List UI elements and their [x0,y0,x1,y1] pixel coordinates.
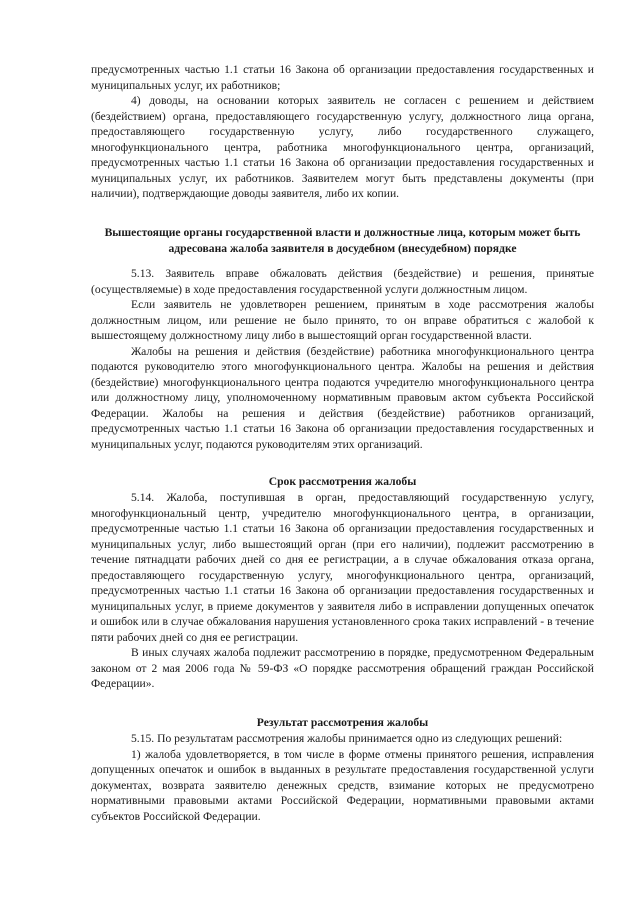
higher-bodies-paragraph-2: Если заявитель не удовлетворен решением, принятым в ходе рассмотрения жалобы должностным лицом, или решение не было принято, то он вправе обратиться с жалобой к вышестоящему должностному лицу либо в вышестоящий орган государственной власти. [91,298,594,342]
heading-higher-bodies: Вышестоящие органы государственной власти и должностные лица, которым может быть адресована жалоба заявителя в досудебном (внесудебном) порядке [104,226,581,255]
higher-bodies-paragraph-1: 5.13. Заявитель вправе обжаловать действия (бездействие) и решения, принятые (осуществляемые) в ходе предоставления государственной услуги должностным лицом. [91,267,594,296]
higher-bodies-block [91,266,594,452]
intro-block [91,62,594,202]
heading-review-result: Результат рассмотрения жалобы [256,716,429,729]
review-result-paragraph-1: 5.15. По результатам рассмотрения жалобы принимается одно из следующих решений: [131,732,563,745]
higher-bodies-paragraph-3: Жалобы на решения и действия (бездействие) работника многофункционального центра подаются руководителю этого многофункционального центра. Жалобы на решения и действия (бездействие) многофункционального центра подаются учредителю многофункционального центра или должностному лицу, уполномоченному нормативным правовым актом субъекта Российской Федерации. Жалобы на решения и действия (бездействие) работников организаций, предусмотренных частью 1.1 статьи 16 Закона об организации предоставления государственных и муниципальных услуг, подаются руководителям этих организаций. [91,344,594,451]
heading-review-term: Срок рассмотрения жалобы [268,475,417,488]
review-term-paragraph-1: 5.14. Жалоба, поступившая в орган, предоставляющий государственную услугу, многофункциональный центр, учредителю многофункционального центра, в организации, предусмотренные частью 1.1 статьи 16 Закона об организации предоставления государственных и муниципальных услуг, либо вышестоящий орган (при его наличии), подлежит рассмотрению в течение пятнадцати рабочих дней со дня ее регистрации, а в случае обжалования отказа органа, предоставляющего государственную услугу, многофункционального центра, организаций, предусмотренных частью 1.1 статьи 16 Закона об организации предоставления государственных и муниципальных услуг, в приеме документов у заявителя либо в исправлении допущенных опечаток и ошибок или в случае обжалования нарушения установленного срока таких исправлений - в течение пяти рабочих дней со дня ее регистрации. [91,491,594,644]
review-result-paragraph-2: 1) жалоба удовлетворяется, в том числе в форме отмены принятого решения, исправления допущенных опечаток и ошибок в выданных в результате предоставления государственной услуги документах, возврата заявителю денежных средств, взимание которых не предусмотрено нормативными правовыми актами Российской Федерации, нормативными правовыми актами субъектов Российской Федерации. [91,747,594,823]
review-term-paragraph-2: В иных случаях жалоба подлежит рассмотрению в порядке, предусмотренном Федеральным законом от 2 мая 2006 года № 59-ФЗ «О порядке рассмотрения обращений граждан Российской Федерации». [91,646,594,690]
intro-paragraph-2: 4) доводы, на основании которых заявитель не согласен с решением и действием (бездействием) органа, предоставляющего государственную услугу, должностного лица органа, предоставляющего государственную услугу, либо государственного служащего, многофункционального центра, работника многофункционального центра, организаций, предусмотренных частью 1.1 статьи 16 Закона об организации предоставления государственных и муниципальных услуг, их работников. Заявителем могут быть представлены документы (при наличии), подтверждающие доводы заявителя, либо их копии. [91,94,594,200]
review-result-block [91,731,594,824]
intro-paragraph-1: предусмотренных частью 1.1 статьи 16 Закона об организации предоставления государственных и муниципальных услуг, их работников; [91,63,594,92]
review-term-block [91,490,594,692]
